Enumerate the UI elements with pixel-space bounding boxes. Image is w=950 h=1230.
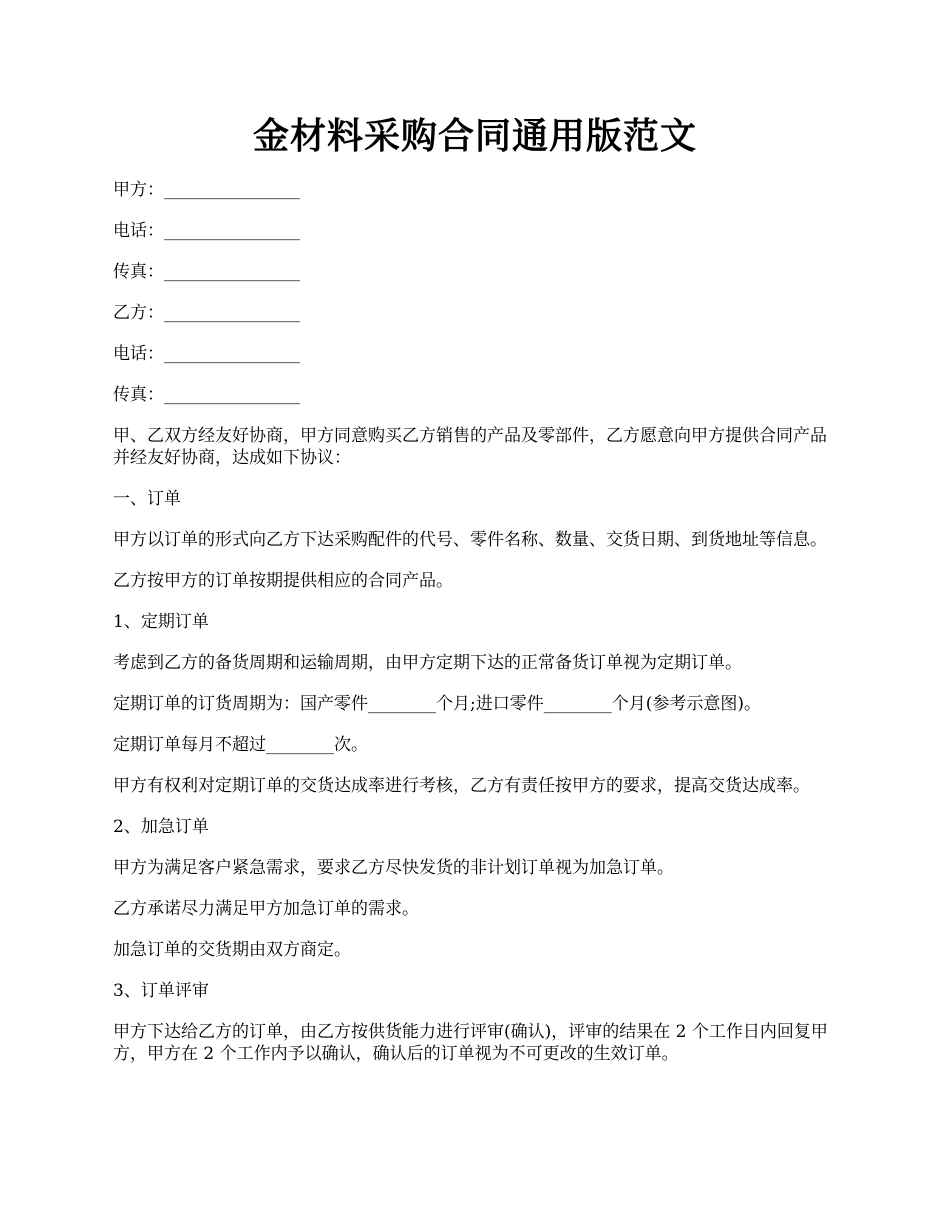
subsection-heading-urgent-orders: 2、加急订单 [113, 817, 209, 837]
paragraph: 考虑到乙方的备货周期和运输周期，由甲方定期下达的正常备货订单视为定期订单。 [113, 653, 742, 673]
paragraph: 加急订单的交货期由双方商定。 [113, 940, 351, 960]
section-heading-orders: 一、订单 [113, 489, 181, 509]
party-a-phone-field: 电话：________________ [113, 221, 300, 241]
party-a-fax-field: 传真：________________ [113, 262, 300, 282]
party-b-fax-field: 传真：________________ [113, 385, 300, 405]
paragraph: 甲方以订单的形式向乙方下达采购配件的代号、零件名称、数量、交货日期、到货地址等信息。 [113, 530, 827, 550]
document-title: 金材料采购合同通用版范文 [252, 115, 697, 157]
subsection-heading-order-review: 3、订单评审 [113, 981, 209, 1001]
paragraph: 甲方有权利对定期订单的交货达成率进行考核，乙方有责任按甲方的要求，提高交货达成率。 [113, 776, 810, 796]
paragraph: 定期订单每月不超过________次。 [113, 735, 368, 755]
subsection-heading-regular-orders: 1、定期订单 [113, 612, 209, 632]
preamble-paragraph: 甲、乙双方经友好协商，甲方同意购买乙方销售的产品及零部件，乙方愿意向甲方提供合同产品并经友好协商，达成如下协议： [113, 426, 827, 468]
paragraph: 甲方下达给乙方的订单，由乙方按供货能力进行评审(确认)，评审的结果在 2 个工作日内回复甲方，甲方在 2 个工作内予以确认，确认后的订单视为不可更改的生效订单。 [113, 1022, 828, 1064]
document-body [113, 179, 843, 1084]
paragraph: 定期订单的订货周期为：国产零件________个月;进口零件________个月(参考示意图)。 [113, 694, 761, 714]
party-b-field: 乙方：________________ [113, 303, 300, 323]
paragraph: 甲方为满足客户紧急需求，要求乙方尽快发货的非计划订单视为加急订单。 [113, 858, 674, 878]
paragraph: 乙方按甲方的订单按期提供相应的合同产品。 [113, 571, 453, 591]
party-b-phone-field: 电话：________________ [113, 344, 300, 364]
party-a-field: 甲方：________________ [113, 180, 300, 200]
paragraph: 乙方承诺尽力满足甲方加急订单的需求。 [113, 899, 419, 919]
